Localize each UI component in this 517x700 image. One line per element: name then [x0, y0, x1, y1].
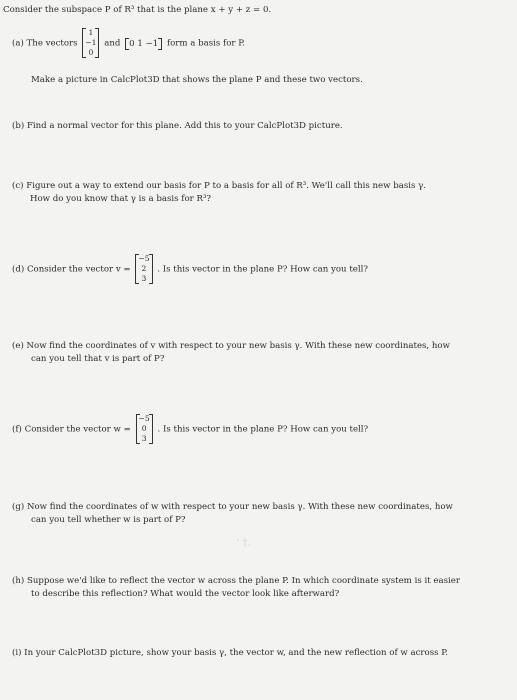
part-f-line [12, 414, 368, 444]
vector-w [136, 414, 153, 444]
part-d-prefix: (d) Consider the vector v = [12, 264, 131, 275]
part-a-suffix: form a basis for P. [166, 38, 246, 49]
part-b-text: (b) Find a normal vector for this plane. Add this to your CalcPlot3D picture. [12, 121, 343, 131]
part-g-line2: can you tell whether w is part of P? [31, 515, 186, 525]
vector-v [135, 254, 152, 284]
part-e-line1: (e) Now find the coordinates of v with respect to your new basis γ. With these new coordinates, how [12, 341, 450, 351]
part-c-line2: How do you know that γ is a basis for R³? [30, 194, 212, 204]
vec1-entry: −1 [85, 38, 97, 47]
part-h-line1: (h) Suppose we'd like to reflect the vector w across the plane P. In which coordinate system is it easier [12, 576, 460, 586]
part-a-line1 [12, 28, 245, 58]
part-f-prefix: (f) Consider the vector w = [12, 424, 131, 435]
part-a-line2: Make a picture in CalcPlot3D that shows the plane P and these two vectors. [31, 75, 363, 85]
v-entry: 2 [141, 264, 147, 273]
w-entry: −5 [138, 414, 150, 423]
part-a-prefix: (a) The vectors [12, 38, 78, 49]
v-entry: −5 [138, 254, 150, 263]
basis-vector-1 [82, 28, 99, 58]
faint-mark: ‘ †. [236, 538, 251, 549]
w-entry: 3 [141, 434, 147, 443]
basis-vector-2: 0 1 −1 [125, 38, 162, 50]
part-f-suffix: . Is this vector in the plane P? How can you tell? [157, 424, 369, 435]
intro-text: Consider the subspace P of R³ that is the plane x + y + z = 0. [3, 5, 272, 15]
part-g-line1: (g) Now find the coordinates of w with respect to your new basis γ. With these new coordinates, how [12, 502, 453, 512]
part-h-line2: to describe this reflection? What would the vector look like afterward? [31, 589, 340, 599]
part-i-text: (i) In your CalcPlot3D picture, show your basis γ, the vector w, and the new reflection of w across P. [12, 648, 449, 658]
part-a-and: and [104, 38, 121, 49]
vec1-entry: 1 [88, 28, 94, 37]
part-d-line [12, 254, 368, 284]
part-e-line2: can you tell that v is part of P? [31, 354, 165, 364]
vec1-entry: 0 [88, 48, 94, 57]
v-entry: 3 [141, 274, 147, 283]
part-d-suffix: . Is this vector in the plane P? How can you tell? [157, 264, 368, 275]
w-entry: 0 [141, 424, 147, 433]
part-c-line1: (c) Figure out a way to extend our basis for P to a basis for all of R³. We'll call this new basis γ. [12, 181, 427, 191]
